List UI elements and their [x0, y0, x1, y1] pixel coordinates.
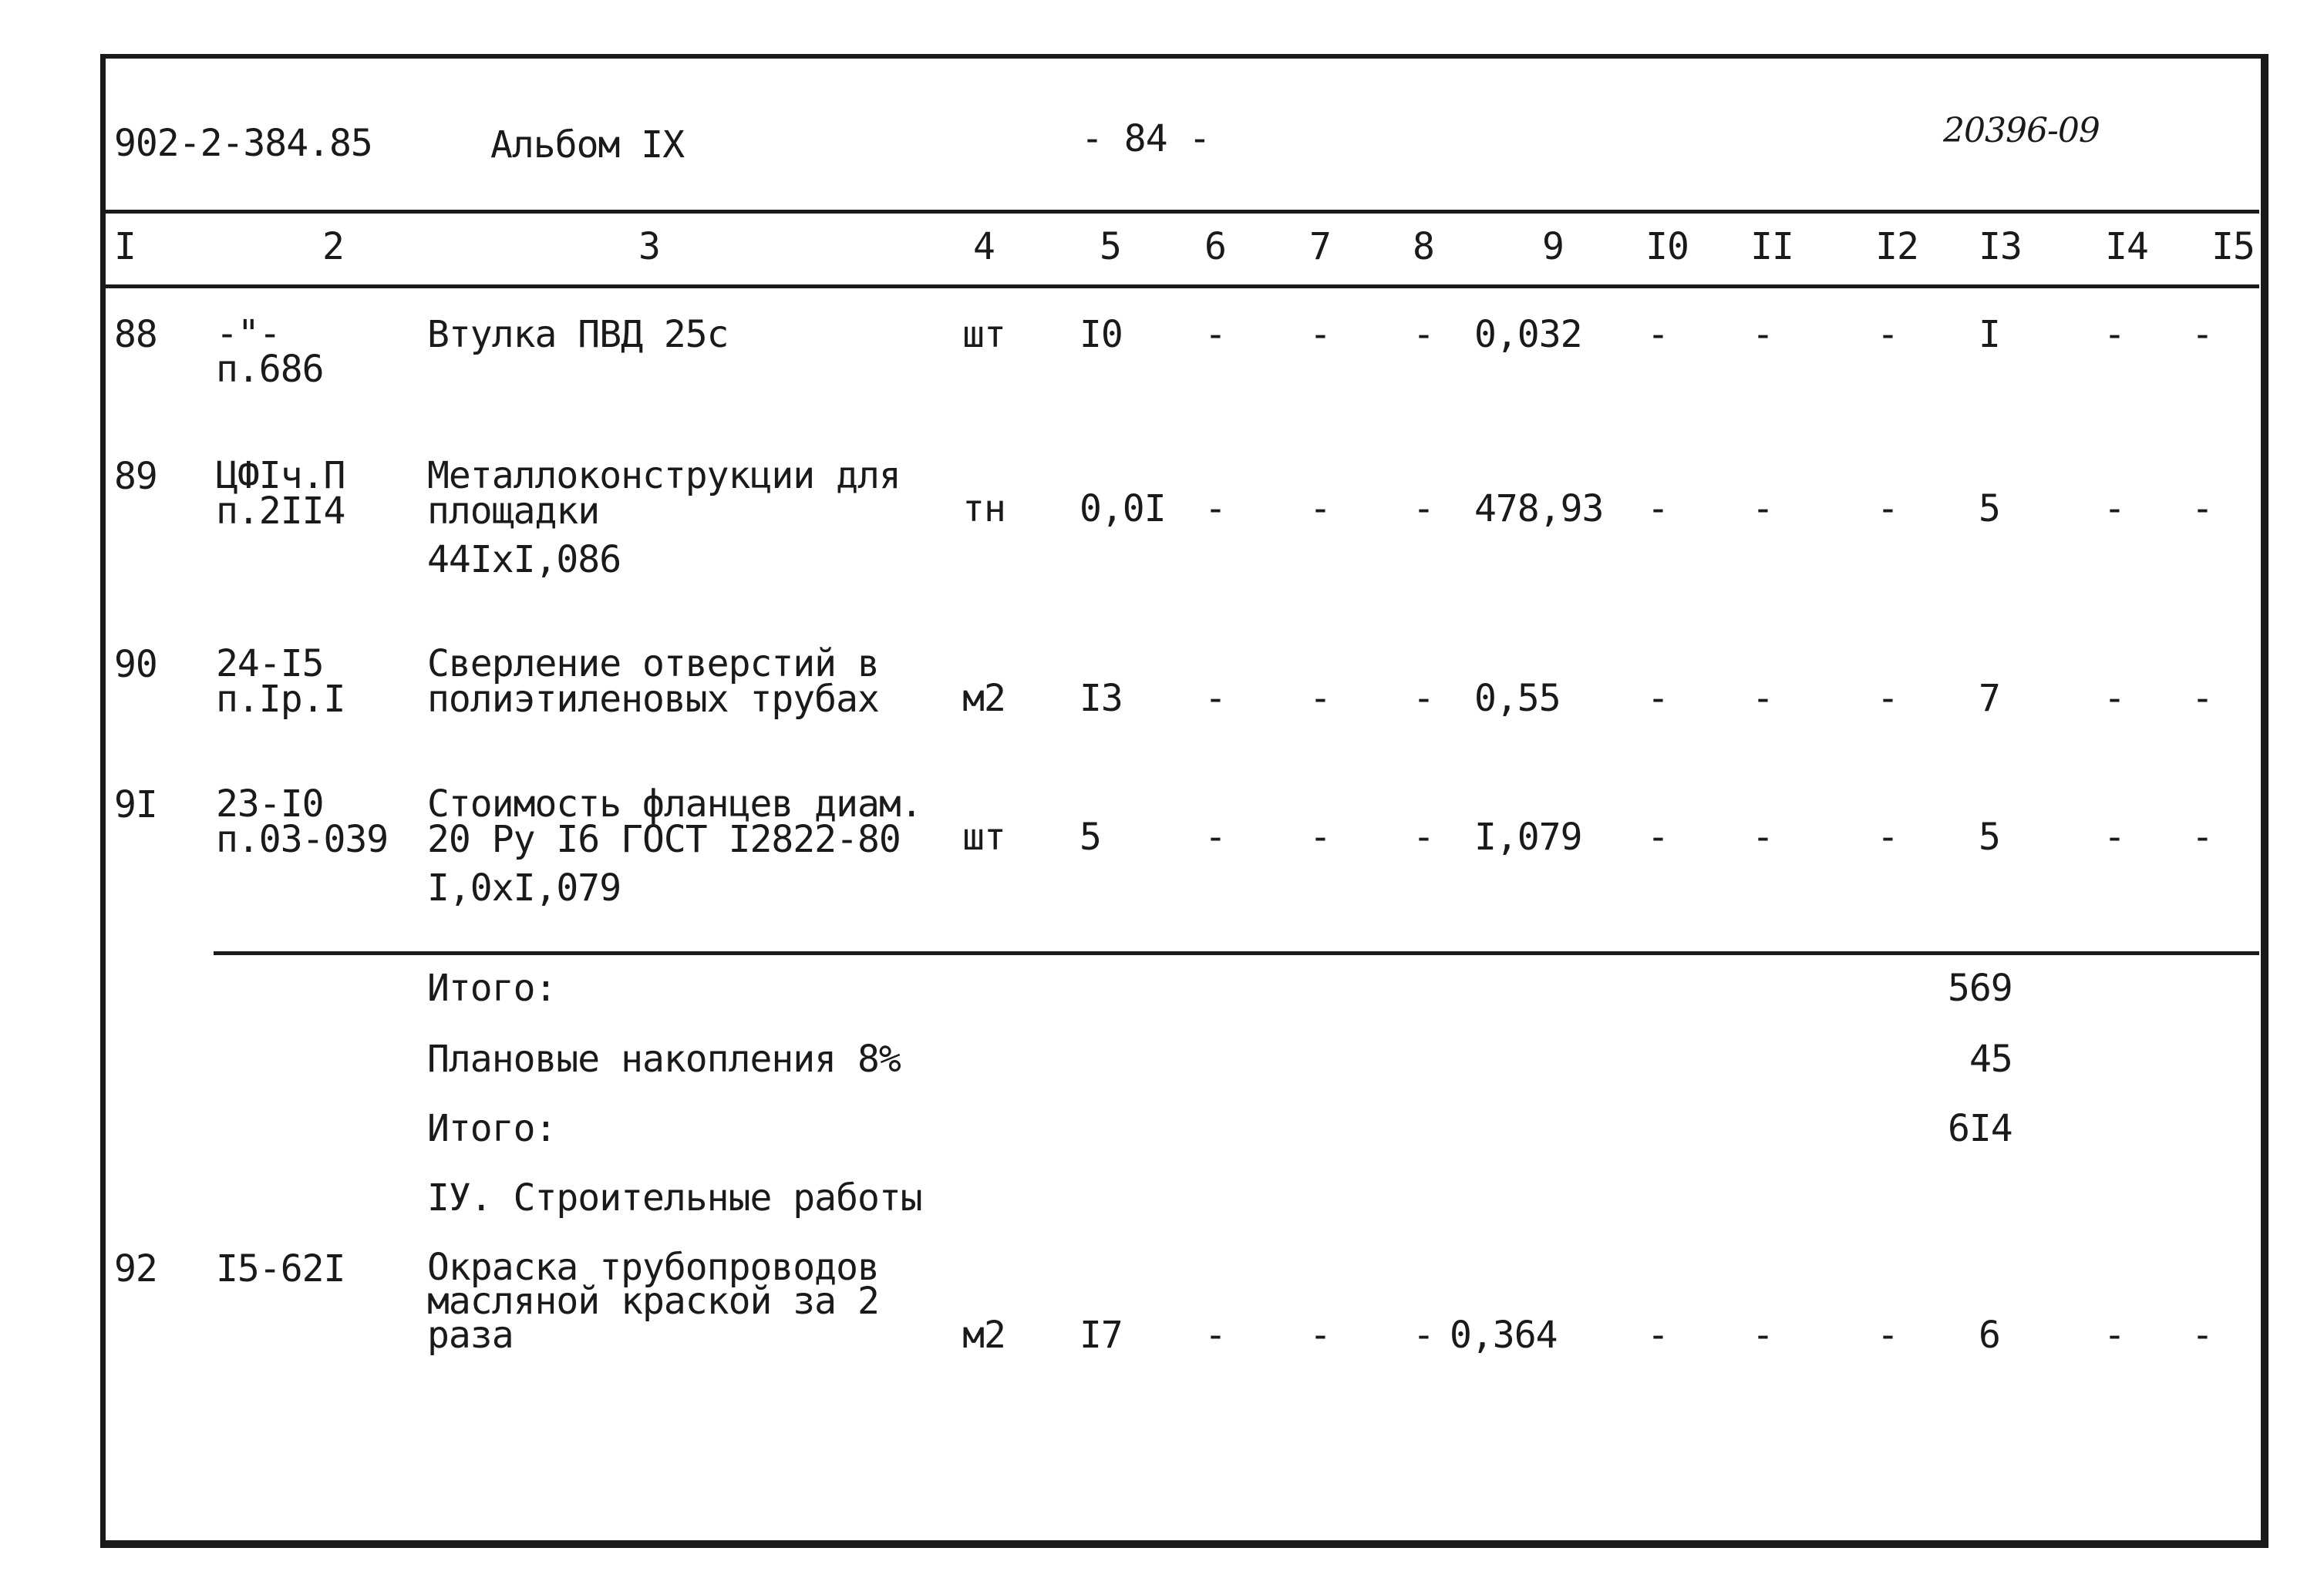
- row-col8: -: [1413, 1314, 1434, 1357]
- row-price: 478,93: [1474, 487, 1604, 530]
- page-frame: [100, 54, 2268, 1548]
- header-rule-bottom: [106, 284, 2259, 288]
- row-total: 5: [1979, 487, 2000, 530]
- row-unit: шт: [962, 313, 1005, 356]
- row-col15: -: [2191, 816, 2213, 859]
- row-col10: -: [1647, 816, 1669, 859]
- col-header-5: 5: [1100, 225, 1121, 268]
- col-header-14: I4: [2105, 225, 2148, 268]
- row-total: 6: [1979, 1314, 2000, 1357]
- row-col12: -: [1877, 816, 1898, 859]
- row-col15: -: [2191, 487, 2213, 530]
- row-col15: -: [2191, 313, 2213, 356]
- col-header-10: I0: [1645, 225, 1689, 268]
- row-price: I,079: [1474, 816, 1582, 859]
- total-value: 569: [1948, 967, 2012, 1010]
- row-total: I: [1979, 313, 2000, 356]
- col-header-15: I5: [2211, 225, 2255, 268]
- row-name: Втулка ПВД 25с: [427, 313, 729, 356]
- row-col7: -: [1309, 487, 1331, 530]
- row-col14: -: [2103, 816, 2125, 859]
- row-col14: -: [2103, 487, 2125, 530]
- row-col8: -: [1413, 313, 1434, 356]
- row-col6: -: [1204, 313, 1226, 356]
- row-col6: -: [1204, 487, 1226, 530]
- row-qty: 5: [1079, 816, 1101, 859]
- row-col12: -: [1877, 313, 1898, 356]
- section-title: IУ. Строительные работы: [427, 1176, 922, 1220]
- row-col10: -: [1647, 677, 1669, 720]
- row-col12: -: [1877, 487, 1898, 530]
- row-price: 0,032: [1474, 313, 1582, 356]
- row-code: 23-I0 п.03-039: [216, 782, 389, 861]
- row-qty: 0,0I: [1079, 487, 1166, 530]
- row-number: 89: [114, 455, 157, 498]
- row-col8: -: [1413, 487, 1434, 530]
- row-col6: -: [1204, 816, 1226, 859]
- row-qty: I7: [1079, 1314, 1123, 1357]
- row-number: 92: [114, 1247, 157, 1290]
- row-formula: I,0xI,079: [427, 866, 621, 910]
- row-code: ЦФIч.П п.2II4: [216, 454, 345, 533]
- row-col11: -: [1752, 677, 1773, 720]
- planned-savings-value: 45: [1969, 1038, 2012, 1081]
- totals-rule: [214, 951, 2259, 955]
- row-number: 9I: [114, 783, 157, 826]
- row-col10: -: [1647, 1314, 1669, 1357]
- row-col14: -: [2103, 1314, 2125, 1357]
- row-code: I5-62I: [216, 1247, 345, 1290]
- row-unit: шт: [962, 816, 1005, 859]
- row-qty: I0: [1079, 313, 1123, 356]
- row-col8: -: [1413, 816, 1434, 859]
- col-header-1: I: [114, 225, 136, 268]
- col-header-3: 3: [638, 225, 660, 268]
- row-unit: тн: [962, 487, 1005, 530]
- grand-total-label: Итого:: [427, 1107, 557, 1150]
- total-label: Итого:: [427, 967, 557, 1010]
- row-col8: -: [1413, 677, 1434, 720]
- col-header-4: 4: [973, 225, 995, 268]
- row-col12: -: [1877, 1314, 1898, 1357]
- album-label: Альбом IX: [490, 123, 685, 167]
- row-col7: -: [1309, 677, 1331, 720]
- col-header-2: 2: [322, 225, 344, 268]
- row-col10: -: [1647, 487, 1669, 530]
- row-formula: 44IxI,086: [427, 538, 621, 581]
- row-name: Сверление отверстий в полиэтиленовых трубах: [427, 642, 879, 721]
- col-header-6: 6: [1204, 225, 1226, 268]
- col-header-8: 8: [1413, 225, 1434, 268]
- row-number: 90: [114, 643, 157, 686]
- archive-number: 20396-09: [1943, 111, 2100, 150]
- col-header-7: 7: [1309, 225, 1331, 268]
- col-header-9: 9: [1542, 225, 1564, 268]
- row-unit: м2: [962, 1314, 1005, 1357]
- row-code: -"- п.686: [216, 312, 324, 391]
- row-col11: -: [1752, 1314, 1773, 1357]
- col-header-13: I3: [1979, 225, 2022, 268]
- row-col11: -: [1752, 313, 1773, 356]
- row-price: 0,364: [1450, 1314, 1558, 1357]
- row-col7: -: [1309, 816, 1331, 859]
- row-col11: -: [1752, 816, 1773, 859]
- row-total: 5: [1979, 816, 2000, 859]
- row-name: Металлоконструкции для площадки: [427, 454, 901, 533]
- grand-total-value: 6I4: [1948, 1107, 2012, 1150]
- header-rule-top: [106, 210, 2259, 214]
- row-col14: -: [2103, 677, 2125, 720]
- row-col15: -: [2191, 677, 2213, 720]
- row-col12: -: [1877, 677, 1898, 720]
- page-number: - 84 -: [1081, 117, 1211, 160]
- row-qty: I3: [1079, 677, 1123, 720]
- row-col7: -: [1309, 1314, 1331, 1357]
- row-col15: -: [2191, 1314, 2213, 1357]
- row-name: Окраска трубопроводов масляной краской за 2 раза: [427, 1246, 879, 1357]
- row-col6: -: [1204, 1314, 1226, 1357]
- row-name: Стоимость фланцев диам. 20 Ру I6 ГОСТ I2822-80: [427, 782, 922, 861]
- row-col6: -: [1204, 677, 1226, 720]
- row-code: 24-I5 п.Iр.I: [216, 642, 345, 721]
- row-col7: -: [1309, 313, 1331, 356]
- row-total: 7: [1979, 677, 2000, 720]
- row-price: 0,55: [1474, 677, 1561, 720]
- row-number: 88: [114, 313, 157, 356]
- planned-savings-label: Плановые накопления 8%: [427, 1038, 901, 1081]
- row-col14: -: [2103, 313, 2125, 356]
- row-col10: -: [1647, 313, 1669, 356]
- col-header-11: II: [1750, 225, 1794, 268]
- col-header-12: I2: [1875, 225, 1918, 268]
- row-unit: м2: [962, 677, 1005, 720]
- doc-code: 902-2-384.85: [114, 122, 372, 165]
- row-col11: -: [1752, 487, 1773, 530]
